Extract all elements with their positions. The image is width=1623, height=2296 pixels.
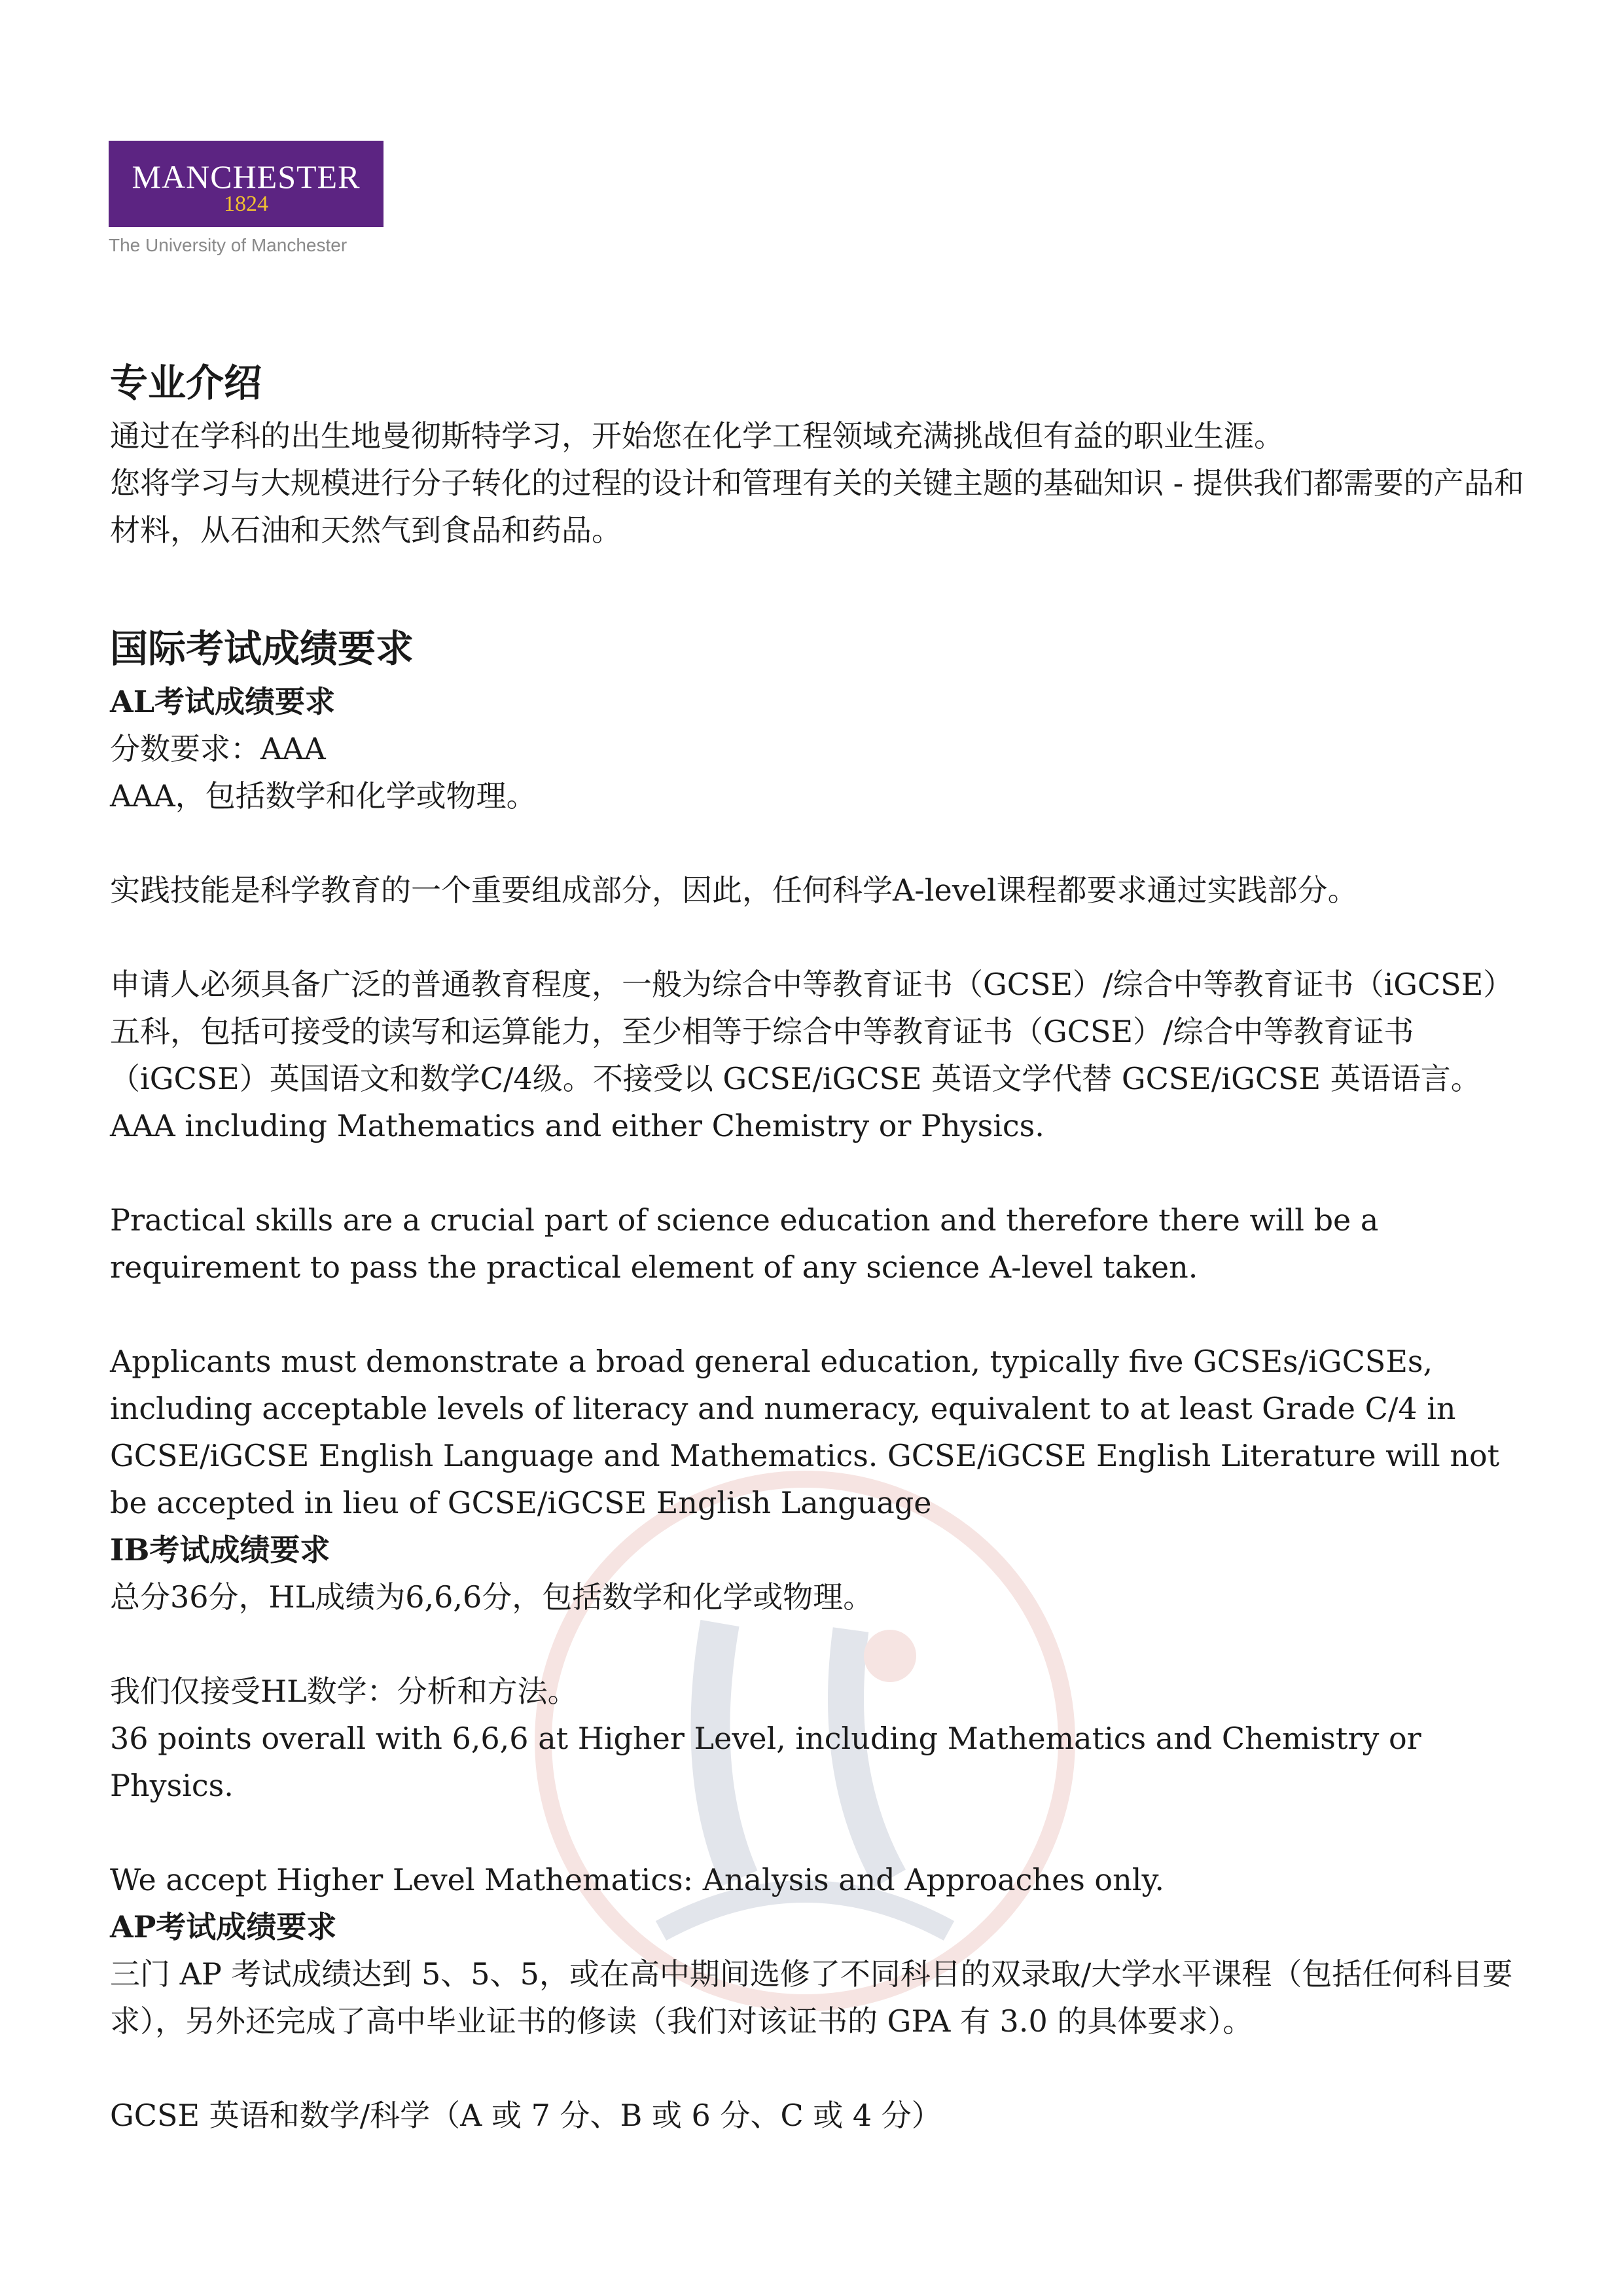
requirements-title: 国际考试成绩要求: [110, 626, 414, 671]
ib-zh-paragraph: 我们仅接受HL数学：分析和方法。: [110, 1674, 578, 1709]
al-zh-paragraph: 申请人必须具备广泛的普通教育程度，一般为综合中等教育证书（GCSE）/综合中等教育证书（iGCSE）五科，包括可接受的读写和运算能力，至少相等于综合中等教育证书（GCSE）/综合中等教育证书（iGCSE）英国语文和数学C/4级。不接受以 GCSE/iGCSE 英语文学代替 GCSE/iGCSE 英语语言。: [110, 967, 1514, 1096]
logo-year: 1824: [224, 192, 268, 216]
document-body: [110, 353, 1537, 2139]
intro-paragraph: 您将学习与大规模进行分子转化的过程的设计和管理有关的关键主题的基础知识 - 提供我们都需要的产品和材料，从石油和天然气到食品和药品。: [110, 465, 1524, 548]
intro-title: 专业介绍: [110, 361, 262, 405]
al-score: 分数要求：AAA: [110, 731, 326, 766]
intro-paragraph: 通过在学科的出生地曼彻斯特学习，开始您在化学工程领域充满挑战但有益的职业生涯。: [110, 418, 1284, 454]
ib-heading: IB考试成绩要求: [110, 1532, 330, 1568]
al-heading: AL考试成绩要求: [110, 684, 336, 719]
al-en-paragraph: Applicants must demonstrate a broad general education, typically five GCSEs/iGCSEs, including acceptable levels of literacy and numeracy, equivalent to at least Grade C/4 in GCSE/iGCSE English Language and Mathematics. GCSE/iGCSE English Literature will not be accepted in lieu of GCSE/iGCSE English Language: [110, 1344, 1500, 1520]
al-en-paragraph: AAA including Mathematics and either Chemistry or Physics.: [110, 1108, 1044, 1143]
ib-zh-paragraph: 总分36分，HL成绩为6,6,6分，包括数学和化学或物理。: [110, 1579, 874, 1615]
ap-zh-paragraph: 三门 AP 考试成绩达到 5、5、5，或在高中期间选修了不同科目的双录取/大学水平课程（包括任何科目要求），另外还完成了高中毕业证书的修读（我们对该证书的 GPA 有 3.0 的具体要求）。: [110, 1956, 1513, 2039]
ib-en-paragraph: 36 points overall with 6,6,6 at Higher Level, including Mathematics and Chemistry or Physics.: [110, 1721, 1421, 1803]
al-zh-paragraph: AAA，包括数学和化学或物理。: [110, 778, 537, 814]
university-logo: [109, 141, 383, 281]
al-zh-paragraph: 实践技能是科学教育的一个重要组成部分，因此，任何科学A-level课程都要求通过实践部分。: [110, 872, 1358, 908]
logo-banner: [109, 141, 383, 227]
logo-name: MANCHESTER: [132, 158, 361, 195]
al-en-paragraph: Practical skills are a crucial part of science education and therefore there will be a requirement to pass the practical element of any science A-level taken.: [110, 1202, 1379, 1285]
ib-en-paragraph: We accept Higher Level Mathematics: Analysis and Approaches only.: [110, 1862, 1164, 1897]
ap-zh-paragraph: GCSE 英语和数学/科学（A 或 7 分、B 或 6 分、C 或 4 分）: [110, 2098, 942, 2133]
logo-subtitle: The University of Manchester: [109, 235, 348, 255]
ap-heading: AP考试成绩要求: [110, 1909, 337, 1945]
